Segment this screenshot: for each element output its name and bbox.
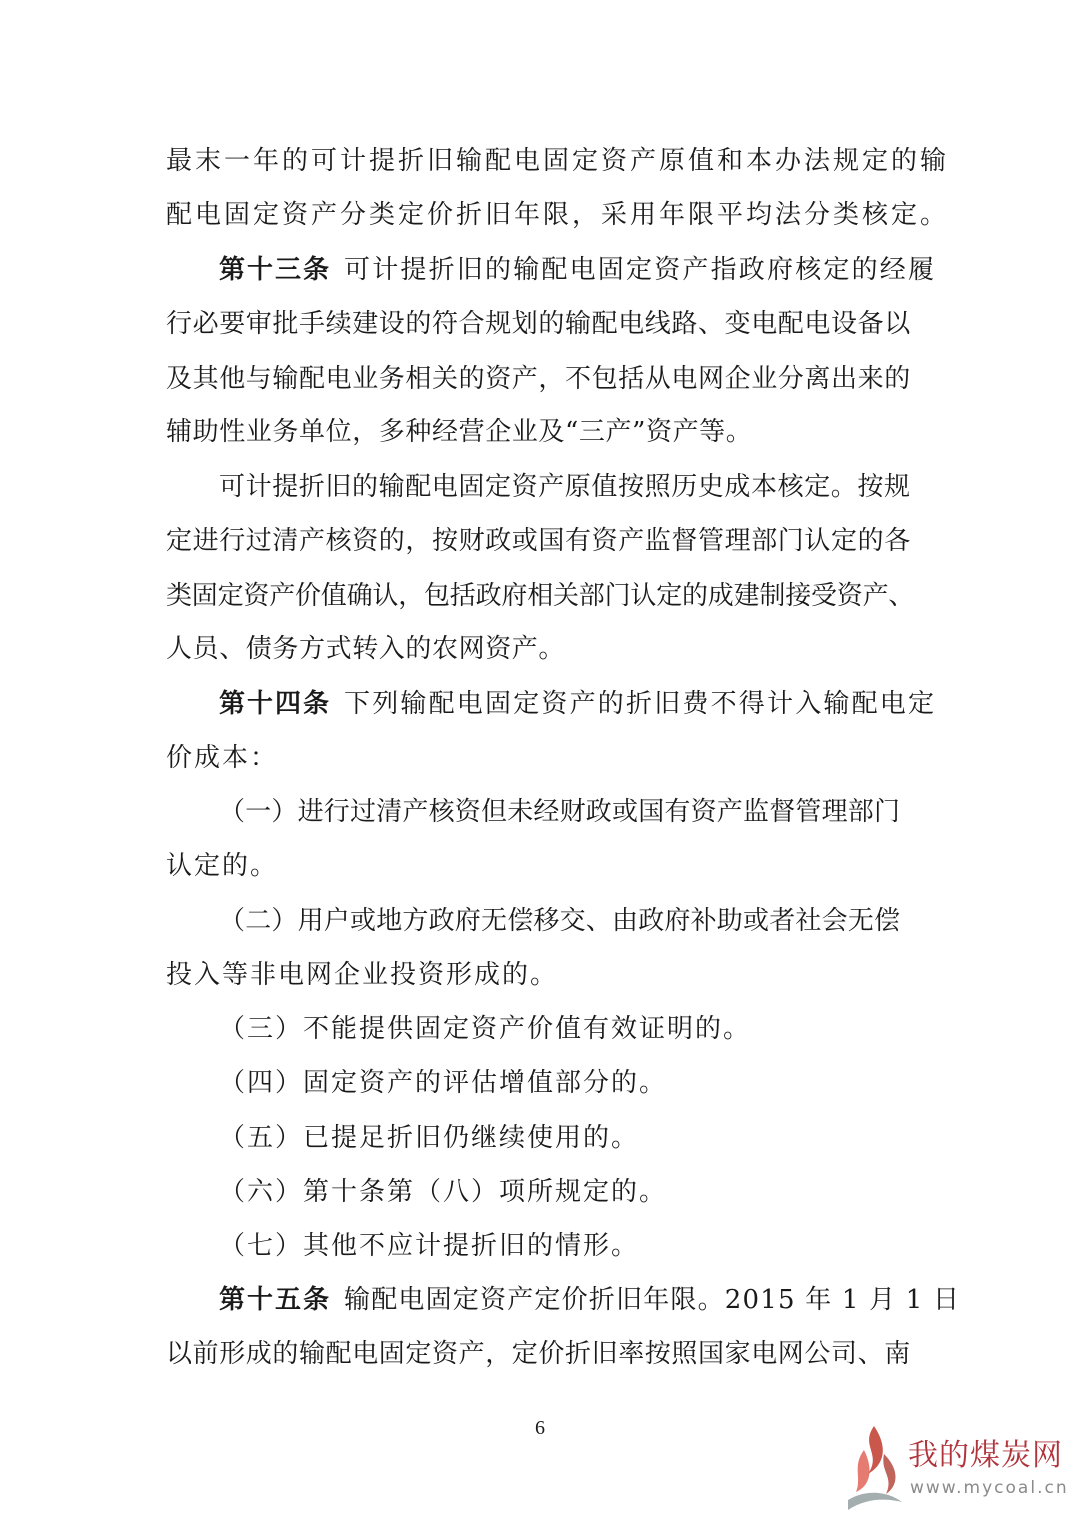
line-text: 认定的。 xyxy=(166,851,279,881)
line-text: （四）固定资产的评估增值部分的。 xyxy=(219,1068,668,1098)
line-text: （五）已提足折旧仍继续使用的。 xyxy=(219,1123,640,1153)
watermark-title: 我的煤炭网 xyxy=(908,1438,1063,1473)
line-text: （一）进行过清产核资但未经财政或国有资产监督管理部门 xyxy=(219,797,901,827)
article-text: 下列输配电固定资产的折旧费不得计入输配电定 xyxy=(344,689,937,719)
article-heading: 第十四条 xyxy=(219,689,332,719)
line-text: 行必要审批手续建设的符合规划的输配电线路、变电配电设备以 xyxy=(166,309,911,339)
line-text: 价成本： xyxy=(166,743,279,773)
line-text: 人员、债务方式转入的农网资产。 xyxy=(166,634,566,664)
line-text: 投入等非电网企业投资形成的。 xyxy=(166,960,559,990)
article-heading: 第十五条 xyxy=(219,1285,332,1315)
flame-logo-icon xyxy=(838,1420,908,1516)
line-text: 及其他与输配电业务相关的资产，不包括从电网企业分离出来的 xyxy=(166,364,911,394)
line-text: （六）第十条第（八）项所规定的。 xyxy=(219,1177,668,1207)
line-text: 辅助性业务单位，多种经营企业及“三产”资产等。 xyxy=(166,417,753,447)
article-heading: 第十三条 xyxy=(219,255,332,285)
article-text: 可计提折旧的输配电固定资产指政府核定的经履 xyxy=(344,255,937,285)
page-number: 6 xyxy=(535,1417,545,1439)
line-text: 最末一年的可计提折旧输配电固定资产原值和本办法规定的输 xyxy=(166,146,950,176)
line-text: （三）不能提供固定资产价值有效证明的。 xyxy=(219,1014,752,1044)
article-text: 输配电固定资产定价折旧年限。2015 年 1 月 1 日 xyxy=(344,1285,961,1315)
line-text: 可计提折旧的输配电固定资产原值按照历史成本核定。按规 xyxy=(219,472,911,502)
line-text: 配电固定资产分类定价折旧年限，采用年限平均法分类核定。 xyxy=(166,200,950,230)
line-text: 类固定资产价值确认，包括政府相关部门认定的成建制接受资产、 xyxy=(166,581,915,611)
line-text: （七）其他不应计提折旧的情形。 xyxy=(219,1231,640,1261)
line-text: 定进行过清产核资的，按财政或国有资产监督管理部门认定的各 xyxy=(166,526,911,556)
line-text: （二）用户或地方政府无偿移交、由政府补助或者社会无偿 xyxy=(219,906,901,936)
watermark xyxy=(838,1420,1078,1520)
line-text: 以前形成的输配电固定资产，定价折旧率按照国家电网公司、南 xyxy=(166,1339,911,1369)
watermark-url: www.mycoal.cn xyxy=(910,1478,1069,1498)
